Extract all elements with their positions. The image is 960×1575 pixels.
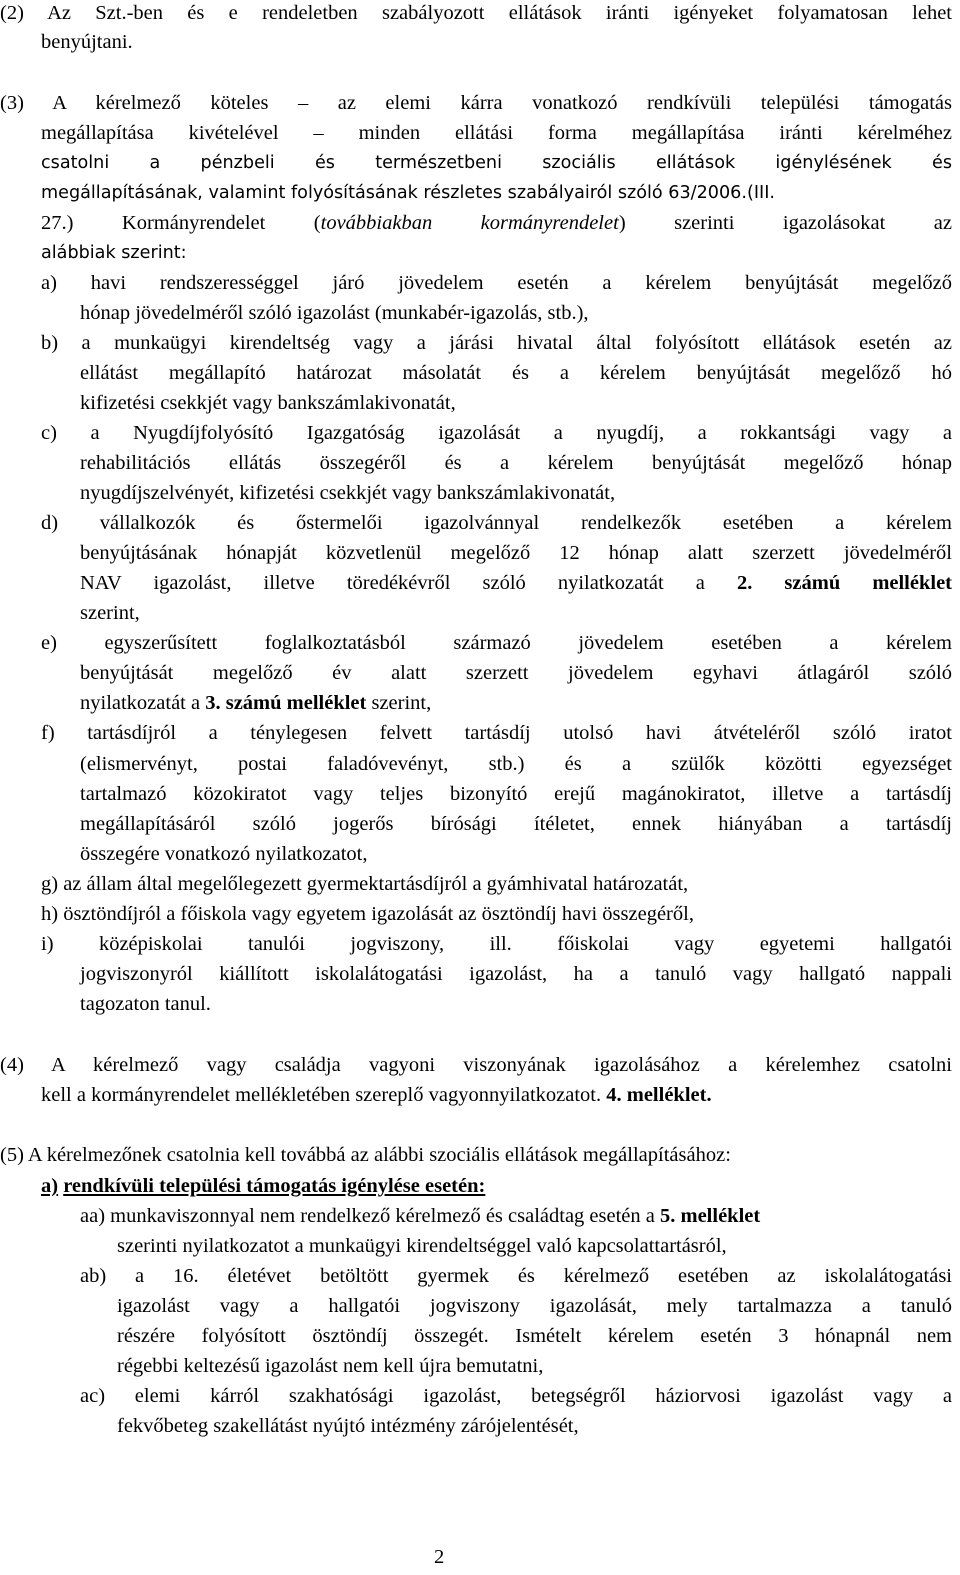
subitem-ac-line-1: ac) elemi kárról szakhatósági igazolást, betegségről háziorvosi igazolást vagy a bbox=[80, 1385, 952, 1407]
para-3-line-2: megállapítása kivételével – minden ellátási forma megállapítása iránti kérelméhez bbox=[41, 122, 952, 144]
subitem-ab-line-4: régebbi keltezésű igazolást nem kell újra bemutatni, bbox=[117, 1355, 544, 1377]
annex-4-reference: 4. melléklet. bbox=[606, 1084, 712, 1106]
list-item-g-line-1: g) az állam által megelőlegezett gyermektartásdíjról a gyámhivatal határozatát, bbox=[41, 873, 689, 895]
subitem-aa-line-1-text: aa) munkaviszonnyal nem rendelkező kérelmező és családtag esetén a bbox=[80, 1205, 660, 1227]
para-5-line-1: (5) A kérelmezőnek csatolnia kell továbbá az alábbi szociális ellátások megállapításához: bbox=[0, 1144, 731, 1166]
annex-2-reference: 2. számú melléklet bbox=[736, 572, 953, 594]
list-item-a-line-2: hónap jövedelméről szóló igazolást (munkabér-igazolás, stb.), bbox=[80, 302, 589, 324]
subitem-aa-line-1 bbox=[80, 1204, 760, 1228]
list-item-h-line-1: h) ösztöndíjról a főiskola vagy egyetem igazolását az ösztöndíj havi összegéről, bbox=[41, 903, 694, 925]
list-item-e-line-2: benyújtását megelőző év alatt szerzett jövedelem egyhavi átlagáról szóló bbox=[80, 662, 952, 684]
list-item-f-line-5: összegére vonatkozó nyilatkozatot, bbox=[80, 843, 368, 865]
para-3-line-4: megállapításának, valamint folyósításának részletes szabályairól szóló 63/2006.(III. bbox=[41, 183, 775, 203]
para-2-line-1: (2) Az Szt.-ben és e rendeletben szabályozott ellátások iránti igényeket folyamatosan lehet bbox=[0, 2, 952, 24]
list-item-e-line-3-text: nyilatkozatát a bbox=[80, 692, 206, 714]
para-5-item-a-heading bbox=[41, 1174, 485, 1198]
list-item-f-line-4: megállapításáról szóló jogerős bírósági ítéletet, ennek hiányában a tartásdíj bbox=[80, 813, 952, 835]
list-item-c-line-1: c) a Nyugdíjfolyósító Igazgatóság igazolását a nyugdíj, a rokkantsági vagy a bbox=[41, 422, 952, 444]
list-item-d-line-2: benyújtásának hónapját közvetlenül megelőző 12 hónap alatt szerzett jövedelméről bbox=[80, 542, 952, 564]
list-item-e-line-3-end: szerint, bbox=[366, 692, 432, 714]
para-3-line-5-start: 27.) Kormányrendelet ( bbox=[41, 212, 321, 234]
para-3-line-5-end: ) szerinti igazolásokat az bbox=[618, 212, 952, 234]
list-item-d-line-4: szerint, bbox=[80, 602, 140, 624]
list-item-e-line-3 bbox=[80, 691, 431, 715]
item-a-label: a) bbox=[41, 1175, 59, 1197]
annex-3-reference: 3. számú melléklet bbox=[205, 692, 367, 714]
list-item-b-line-3: kifizetési csekkjét vagy bankszámlakivonatát, bbox=[80, 392, 456, 414]
item-a-title: rendkívüli települési támogatás igénylése esetén: bbox=[63, 1175, 486, 1197]
list-item-f-line-3: tartalmazó közokiratot vagy teljes bizonyító erejű magánokiratot, illetve a tartásdíj bbox=[80, 783, 952, 805]
subitem-ab-line-2: igazolást vagy a hallgatói jogviszony igazolását, mely tartalmazza a tanuló bbox=[117, 1295, 952, 1317]
page-number: 2 bbox=[434, 1546, 445, 1568]
list-item-d-line-3 bbox=[80, 571, 952, 595]
list-item-a-line-1: a) havi rendszerességgel járó jövedelem esetén a kérelem benyújtását megelőző bbox=[41, 272, 952, 294]
list-item-e-line-1: e) egyszerűsített foglalkoztatásból származó jövedelem esetében a kérelem bbox=[41, 632, 952, 654]
list-item-f-line-2: (elismervényt, postai faladóvevényt, stb.) és a szülők közötti egyezséget bbox=[80, 753, 952, 775]
list-item-b-line-1: b) a munkaügyi kirendeltség vagy a járási hivatal által folyósított ellátások esetén az bbox=[41, 332, 952, 354]
list-item-c-line-3: nyugdíjszelvényét, kifizetési csekkjét vagy bankszámlakivonatát, bbox=[80, 482, 616, 504]
list-item-d-line-3-text: NAV igazolást, illetve töredékévről szóló nyilatkozatát a bbox=[80, 572, 737, 594]
list-item-c-line-2: rehabilitációs ellátás összegéről és a kérelem benyújtását megelőző hónap bbox=[80, 452, 952, 474]
subitem-ac-line-2: fekvőbeteg szakellátást nyújtó intézmény zárójelentését, bbox=[117, 1415, 579, 1437]
para-3-line-3: csatolni a pénzbeli és természetbeni szociális ellátások igénylésének és bbox=[41, 153, 952, 173]
list-item-i-line-3: tagozaton tanul. bbox=[80, 993, 211, 1015]
para-4-line-1: (4) A kérelmező vagy családja vagyoni viszonyának igazolásához a kérelemhez csatolni bbox=[0, 1054, 952, 1076]
annex-5-reference: 5. melléklet bbox=[660, 1205, 761, 1227]
para-3-line-5-italic: továbbiakban kormányrendelet bbox=[320, 212, 619, 234]
list-item-b-line-2: ellátást megállapító határozat másolatát és a kérelem benyújtását megelőző hó bbox=[80, 362, 952, 384]
subitem-aa-line-2: szerinti nyilatkozatot a munkaügyi kirendeltséggel való kapcsolattartásról, bbox=[117, 1235, 727, 1257]
subitem-ab-line-3: részére folyósított ösztöndíj összegét. Ismételt kérelem esetén 3 hónapnál nem bbox=[117, 1325, 952, 1347]
para-3-line-5 bbox=[41, 211, 952, 235]
list-item-i-line-2: jogviszonyról kiállított iskolalátogatási igazolást, ha a tanuló vagy hallgató nappali bbox=[80, 963, 952, 985]
list-item-f-line-1: f) tartásdíjról a ténylegesen felvett tartásdíj utolsó havi átvételéről szóló iratot bbox=[41, 722, 952, 744]
list-item-d-line-1: d) vállalkozók és őstermelői igazolvánnyal rendelkezők esetében a kérelem bbox=[41, 512, 952, 534]
para-3-line-6: alábbiak szerint: bbox=[41, 243, 187, 263]
para-4-line-2 bbox=[41, 1083, 712, 1107]
para-2-line-2: benyújtani. bbox=[41, 31, 133, 53]
list-item-i-line-1: i) középiskolai tanulói jogviszony, ill. főiskolai vagy egyetemi hallgatói bbox=[41, 933, 952, 955]
subitem-ab-line-1: ab) a 16. életévet betöltött gyermek és kérelmező esetében az iskolalátogatási bbox=[80, 1265, 952, 1287]
para-4-line-2-text: kell a kormányrendelet mellékletében szereplő vagyonnyilatkozatot. bbox=[41, 1084, 607, 1106]
para-3-line-1: (3) A kérelmező köteles – az elemi kárra vonatkozó rendkívüli települési támogatás bbox=[0, 92, 952, 114]
